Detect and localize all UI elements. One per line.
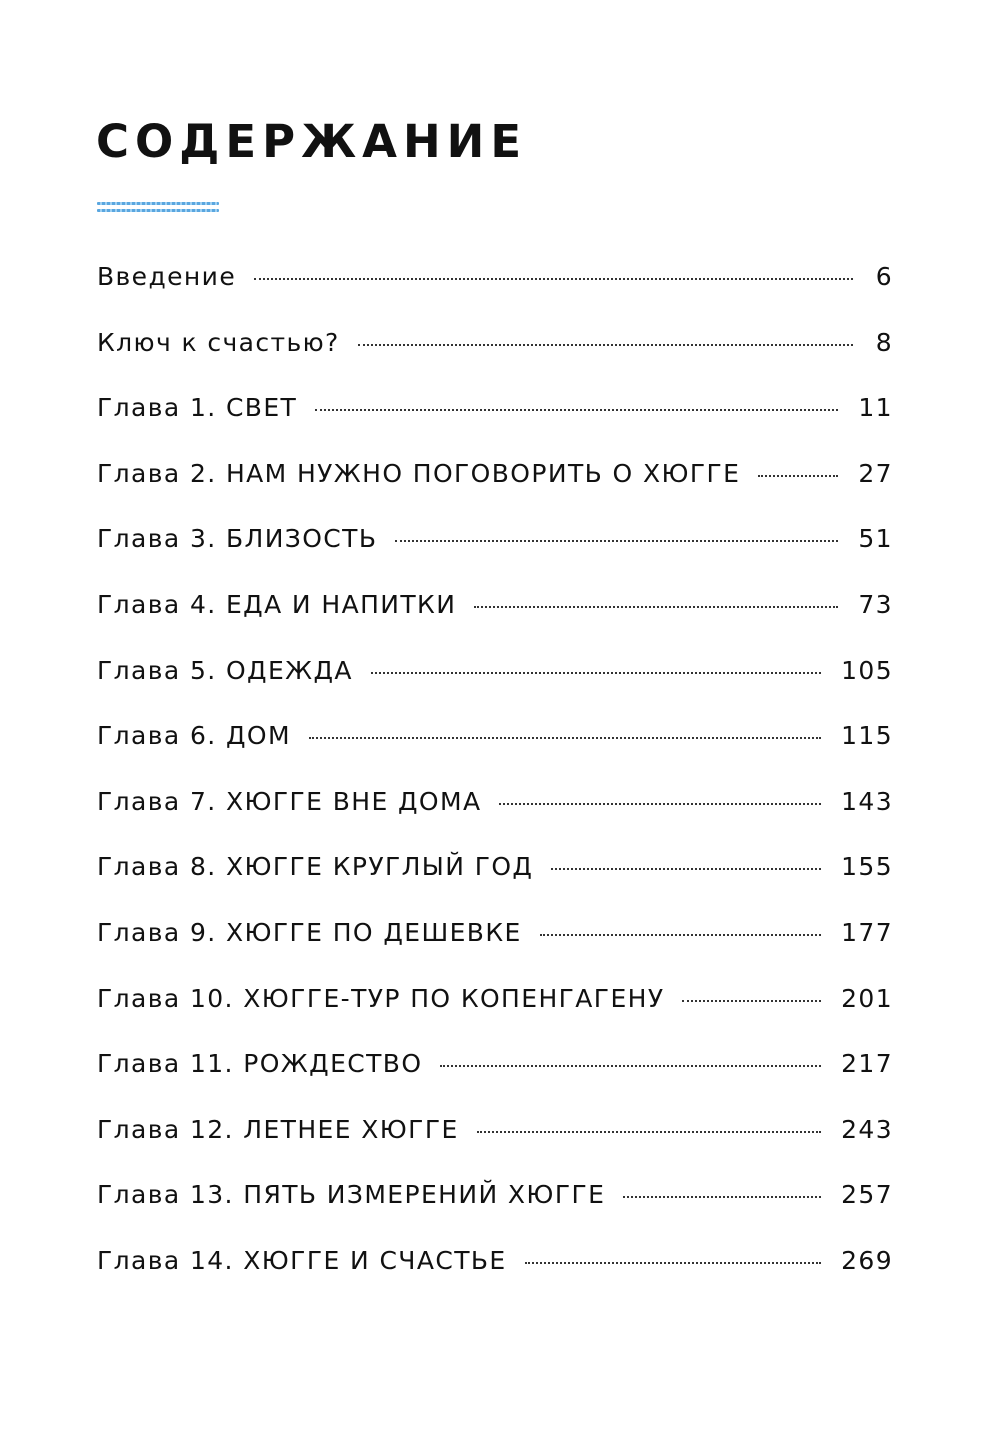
toc-entry-label: Глава 6. ДОМ	[97, 721, 291, 751]
toc-entry-label: Глава 13. ПЯТЬ ИЗМЕРЕНИЙ ХЮГГЕ	[97, 1180, 606, 1210]
toc-entry-label: Глава 2. НАМ НУЖНО ПОГОВОРИТЬ О ХЮГГЕ	[97, 458, 741, 488]
toc-dot-leader	[315, 409, 838, 411]
toc-dot-leader	[499, 803, 821, 805]
toc-page-number: 243	[841, 1114, 893, 1144]
toc-entry[interactable]	[97, 852, 893, 918]
toc-page-number: 257	[841, 1180, 893, 1210]
toc-page-number: 155	[841, 852, 893, 882]
toc-entry[interactable]	[97, 524, 893, 590]
toc-entry[interactable]	[97, 787, 893, 853]
toc-entry-label: Глава 12. ЛЕТНЕЕ ХЮГГЕ	[97, 1114, 459, 1144]
toc-dot-leader	[623, 1196, 821, 1198]
toc-entry[interactable]	[97, 328, 893, 394]
toc-page-number: 51	[858, 524, 893, 554]
toc-dot-leader	[254, 278, 853, 280]
toc-entry[interactable]	[97, 656, 893, 722]
toc-page-number: 115	[841, 721, 893, 751]
toc-entry-label: Глава 10. ХЮГГЕ-ТУР ПО КОПЕНГАГЕНУ	[97, 983, 665, 1013]
toc-entry[interactable]	[97, 1180, 893, 1246]
toc-entry[interactable]	[97, 918, 893, 984]
toc-page-number: 11	[858, 393, 893, 423]
table-of-contents	[97, 262, 893, 1312]
toc-entry[interactable]	[97, 262, 893, 328]
toc-entry-label: Глава 7. ХЮГГЕ ВНЕ ДОМА	[97, 786, 482, 816]
toc-page-number: 201	[841, 983, 893, 1013]
title-underline-decoration	[97, 202, 219, 218]
toc-entry[interactable]	[97, 590, 893, 656]
toc-entry-label: Глава 11. РОЖДЕСТВО	[97, 1049, 423, 1079]
toc-page-number: 6	[875, 262, 893, 291]
toc-entry[interactable]	[97, 1049, 893, 1115]
toc-entry[interactable]	[97, 721, 893, 787]
toc-page-number: 105	[841, 655, 893, 685]
toc-dot-leader	[477, 1131, 821, 1133]
toc-entry-label: Глава 8. ХЮГГЕ КРУГЛЫЙ ГОД	[97, 852, 534, 882]
toc-entry-label: Глава 5. ОДЕЖДА	[97, 655, 353, 685]
toc-entry-label: Глава 3. БЛИЗОСТЬ	[97, 524, 378, 554]
toc-dot-leader	[358, 344, 853, 346]
toc-dot-leader	[309, 737, 821, 739]
toc-page-number: 8	[875, 327, 893, 357]
page-title: СОДЕРЖАНИЕ	[96, 115, 528, 168]
toc-dot-leader	[395, 540, 838, 542]
toc-dot-leader	[551, 868, 821, 870]
toc-entry[interactable]	[97, 984, 893, 1050]
toc-dot-leader	[371, 672, 821, 674]
toc-page-number: 177	[841, 917, 893, 947]
toc-dot-leader	[474, 606, 838, 608]
toc-entry[interactable]	[97, 459, 893, 525]
toc-dot-leader	[758, 475, 838, 477]
toc-entry-label: Глава 1. СВЕТ	[97, 393, 298, 423]
toc-entry[interactable]	[97, 1115, 893, 1181]
toc-page-number: 73	[858, 589, 893, 619]
toc-entry-label: Глава 14. ХЮГГЕ И СЧАСТЬЕ	[97, 1245, 507, 1275]
toc-page-number: 269	[841, 1245, 893, 1275]
toc-dot-leader	[525, 1262, 821, 1264]
toc-dot-leader	[540, 934, 821, 936]
toc-page-number: 217	[841, 1049, 893, 1079]
toc-entry[interactable]	[97, 393, 893, 459]
toc-entry-label: Ключ к счастью?	[97, 327, 340, 357]
toc-page-number: 27	[858, 458, 893, 488]
toc-entry[interactable]	[97, 1246, 893, 1312]
toc-entry-label: Глава 9. ХЮГГЕ ПО ДЕШЕВКЕ	[97, 917, 522, 947]
toc-page-number: 143	[841, 786, 893, 816]
toc-dot-leader	[440, 1065, 821, 1067]
toc-entry-label: Введение	[97, 262, 237, 291]
toc-dot-leader	[682, 1000, 821, 1002]
toc-entry-label: Глава 4. ЕДА И НАПИТКИ	[97, 589, 457, 619]
